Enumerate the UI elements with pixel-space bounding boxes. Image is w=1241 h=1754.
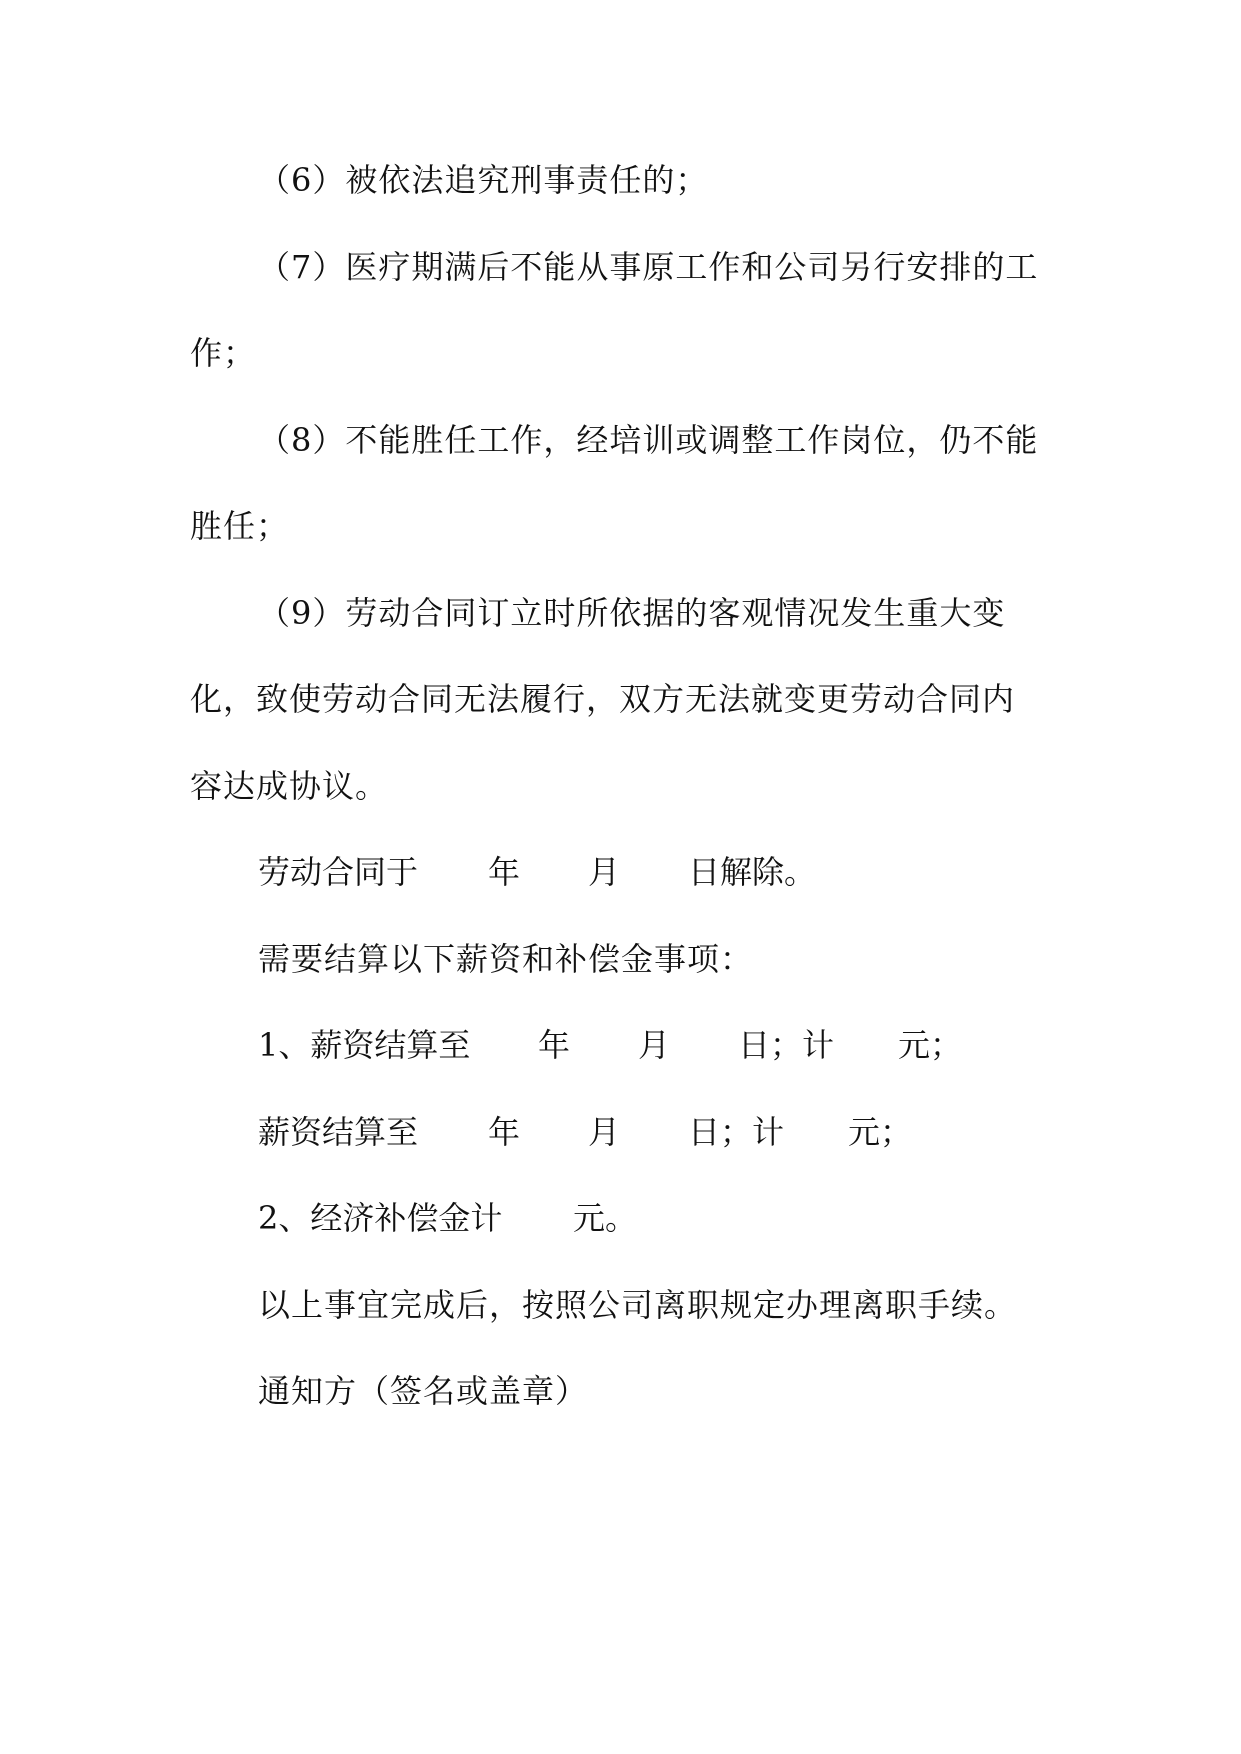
salary1-day-label: 日；计 <box>738 1026 835 1064</box>
salary2-prefix: 薪资结算至 <box>258 1113 419 1151</box>
termination-prefix: 劳动合同于 <box>258 853 419 891</box>
compensation-prefix: 2、经济补偿金计 <box>258 1199 503 1237</box>
termination-year-label: 年 <box>488 853 521 891</box>
salary1-year-label: 年 <box>538 1026 571 1064</box>
salary2-month-label: 月 <box>588 1113 621 1151</box>
paragraph-item-9-line3: 容达成协议。 <box>190 767 389 805</box>
signature-label: 通知方（签名或盖章） <box>258 1372 589 1410</box>
compensation-line <box>0 1198 1241 1238</box>
termination-date-line <box>0 852 1241 892</box>
salary-settlement-line-2 <box>0 1112 1241 1152</box>
salary1-yuan-label: 元； <box>898 1026 963 1064</box>
paragraph-item-8-line2: 胜任； <box>190 507 290 545</box>
salary1-month-label: 月 <box>638 1026 671 1064</box>
salary2-day-label: 日；计 <box>688 1113 785 1151</box>
salary-settlement-line-1 <box>0 1025 1241 1065</box>
paragraph-item-7-line1: （7）医疗期满后不能从事原工作和公司另行安排的工 <box>258 248 1039 286</box>
salary2-year-label: 年 <box>488 1113 521 1151</box>
termination-day-label: 日解除。 <box>688 853 817 891</box>
paragraph-item-6: （6）被依法追究刑事责任的； <box>258 161 709 199</box>
paragraph-item-9-line1: （9）劳动合同订立时所依据的客观情况发生重大变 <box>258 594 1006 632</box>
paragraph-item-7-line2: 作； <box>190 334 257 372</box>
closing-statement: 以上事宜完成后，按照公司离职规定办理离职手续。 <box>258 1286 1018 1324</box>
compensation-yuan-label: 元。 <box>573 1199 638 1237</box>
salary1-prefix: 1、薪资结算至 <box>258 1026 471 1064</box>
termination-month-label: 月 <box>588 853 621 891</box>
salary2-yuan-label: 元； <box>848 1113 913 1151</box>
paragraph-item-9-line2: 化，致使劳动合同无法履行，双方无法就变更劳动合同内 <box>190 680 1016 718</box>
paragraph-item-8-line1: （8）不能胜任工作，经培训或调整工作岗位，仍不能 <box>258 421 1039 459</box>
settlement-intro: 需要结算以下薪资和补偿金事项： <box>258 940 754 978</box>
